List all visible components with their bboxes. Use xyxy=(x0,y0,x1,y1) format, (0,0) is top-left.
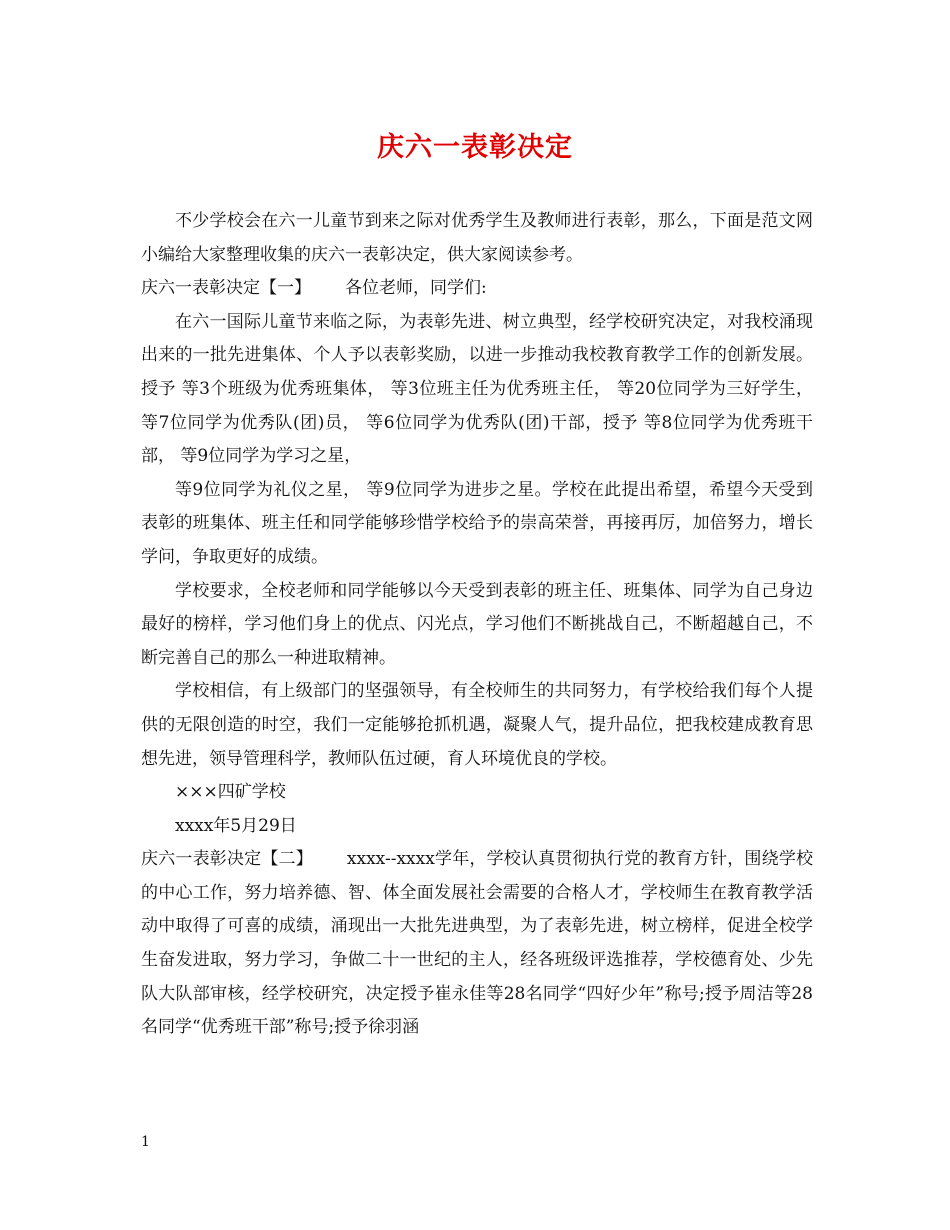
section1-paragraph-4: 学校相信，有上级部门的坚强领导，有全校师生的共同努力，有学校给我们每个人提供的无限创造的时空，我们一定能够抢抓机遇，凝聚人气，提升品位，把我校建成教育思想先进，领导管理科学，教师队伍过硬，育人环境优良的学校。 xyxy=(141,681,813,769)
section1-heading-line xyxy=(141,272,813,306)
section1-paragraph-3: 学校要求，全校老师和同学能够以今天受到表彰的班主任、班集体、同学为自己身边最好的榜样，学习他们身上的优点、闪光点，学习他们不断挑战自己，不断超越自己，不断完善自己的那么一种进取精神。 xyxy=(141,580,813,668)
section2-text: xxxx--xxxx学年，学校认真贯彻执行党的教育方针，围绕学校的中心工作，努力培养德、智、体全面发展社会需要的合格人才，学校师生在教育教学活动中取得了可喜的成绩，涌现出一大批先进典型，为了表彰先进，树立榜样，促进全校学生奋发进取，努力学习，争做二十一世纪的主人，经各班级评选推荐，学校德育处、少先队大队部审核，经学校研究，决定授予崔永佳等28名同学“四好少年”称号;授予周洁等28名同学“优秀班干部”称号;授予徐羽涵 xyxy=(141,849,814,1038)
section1-paragraph-1: 在六一国际儿童节来临之际，为表彰先进、树立典型，经学校研究决定，对我校涌现出来的一批先进集体、个人予以表彰奖励，以进一步推动我校教育教学工作的创新发展。授予 等3个班级为优秀班集体， 等3位班主任为优秀班主任， 等20位同学为三好学生， 等7位同学为优秀队(团)员， 等6位同学为优秀队(团)干部，授予 等8位同学为优秀班干部， 等9位同学为学习之星， xyxy=(141,311,813,467)
section2-paragraph xyxy=(141,843,813,1045)
page-number: 1 xyxy=(141,1134,150,1150)
section1-heading: 庆六一表彰决定【一】 xyxy=(141,278,311,299)
document-title: 庆六一表彰决定 xyxy=(377,132,573,163)
section1-signature: ×××四矿学校 xyxy=(175,782,286,803)
section1-greeting: 各位老师，同学们: xyxy=(345,278,487,299)
document-body xyxy=(141,205,813,1045)
intro-paragraph: 不少学校会在六一儿童节到来之际对优秀学生及教师进行表彰，那么，下面是范文网小编给大家整理收集的庆六一表彰决定，供大家阅读参考。 xyxy=(141,211,813,265)
section1-date: xxxx年5月29日 xyxy=(175,815,297,836)
section1-paragraph-2: 等9位同学为礼仪之星， 等9位同学为进步之星。学校在此提出希望，希望今天受到表彰的班集体、班主任和同学能够珍惜学校给予的崇高荣誉，再接再厉，加倍努力，增长学问，争取更好的成绩。 xyxy=(141,479,813,567)
section2-heading: 庆六一表彰决定【二】 xyxy=(141,849,313,870)
